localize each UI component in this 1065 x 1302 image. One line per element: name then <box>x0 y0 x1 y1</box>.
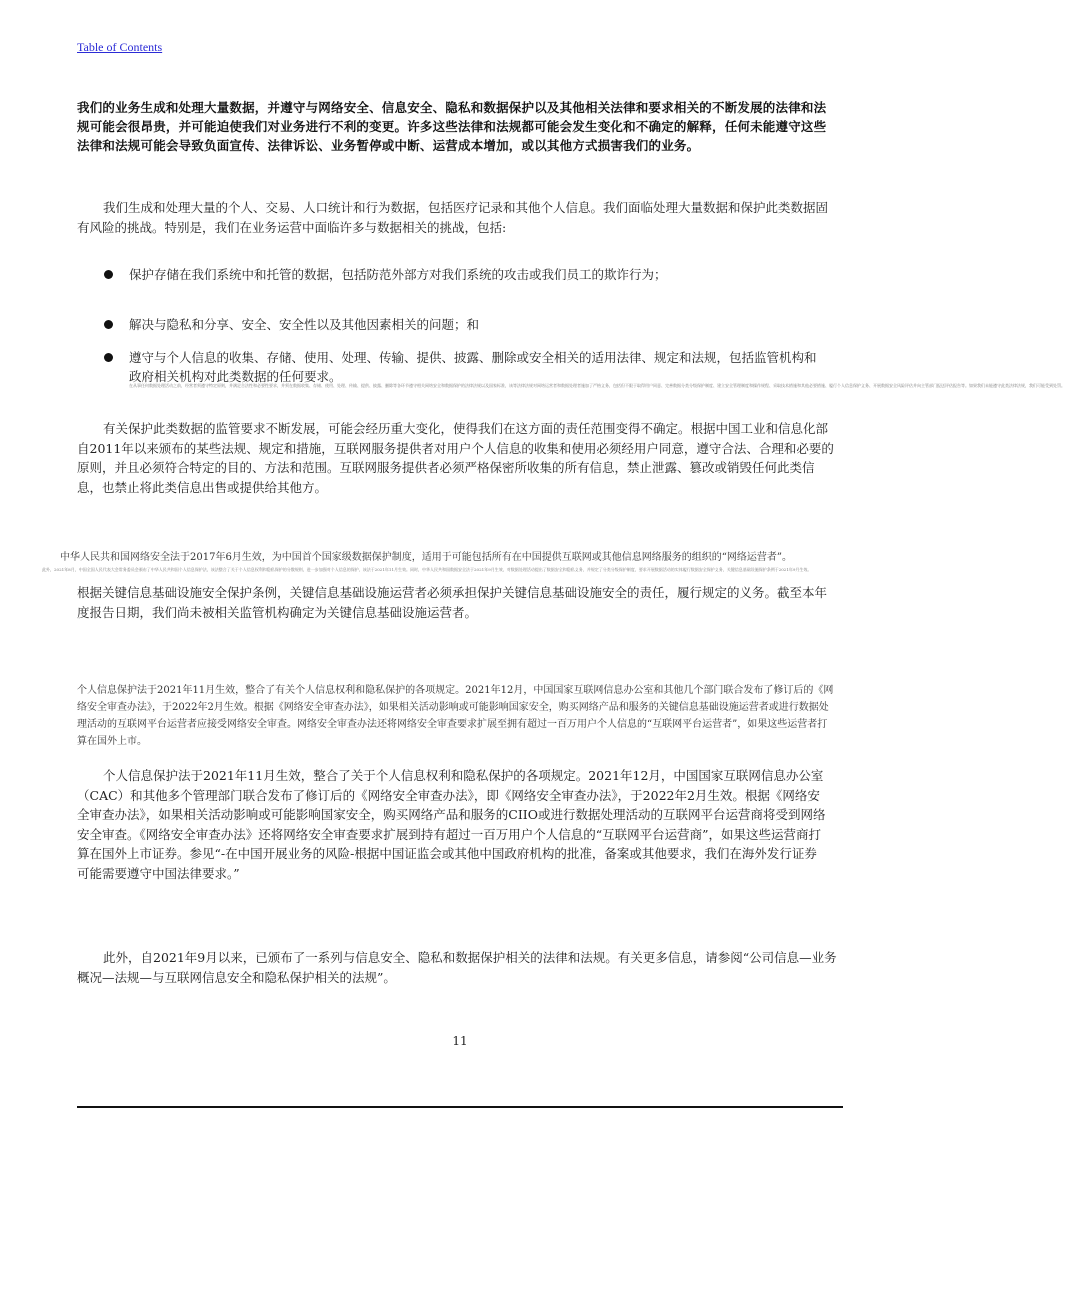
regulatory-paragraph: 有关保护此类数据的监管要求不断发展，可能会经历重大变化，使得我们在这方面的责任范围变得不确定。根据中国工业和信息化部自2011年以来颁布的某些法规、规定和措施，互联网服务提供者对用户个人信息的收集和使用必须经用户同意，遵守合法、合理和必要的原则，并且必须符合特定的目的、方法和范围。互联网服务提供者必须严格保密所收集的所有信息，禁止泄露、篡改或销毁任何此类信息，也禁止将此类信息出售或提供给其他方。 <box>77 421 834 495</box>
list-item <box>104 265 824 284</box>
pipl-summary-paragraph: 个人信息保护法于2021年11月生效，整合了有关个人信息权利和隐私保护的各项规定。2021年12月，中国国家互联网信息办公室和其他几个部门联合发布了修订后的《网络安全审查办法》，于2022年2月生效。根据《网络安全审查办法》，如果相关活动影响或可能影响国家安全，购买网络产品和服务的关键信息基础设施运营者或进行数据处理活动的互联网平台运营者应接受网络安全审查。网络安全审查办法还将网络安全审查要求扩展至拥有超过一百万用户个人信息的“互联网平台运营者”，如果这些运营者打算在国外上市。 <box>77 685 834 747</box>
intro-paragraph: 我们生成和处理大量的个人、交易、人口统计和行为数据，包括医疗记录和其他个人信息。我们面临处理大量数据和保护此类数据固有风险的挑战。特别是，我们在业务运营中面临许多与数据相关的挑战，包括: <box>77 200 829 235</box>
bullet-icon <box>104 270 113 279</box>
bullet-icon <box>104 353 113 362</box>
bullet-text: 解决与隐私和分享、安全、安全性以及其他因素相关的问题；和 <box>129 317 480 332</box>
footer-divider <box>77 1106 843 1108</box>
list-item <box>104 348 824 386</box>
cybersecurity-law-line: 中华人民共和国网络安全法于2017年6月生效，为中国首个国家级数据保护制度，适用于可能包括所有在中国提供互联网或其他信息网络服务的组织的“网络运营者”。 <box>60 552 793 563</box>
bullet-icon <box>104 320 113 329</box>
fine-print-line: 在从事任何数据处理活动之前，经营者须遵守特定原则，并满足合法性和必要性要求，并须在数据收集、存储、使用、处理、传输、提供、披露、删除等各环节遵守相关网络安全和数据保护的法律法规以及国家标准，该等法律法规对网络运营者和数据处理者施加了严格义务，包括但不限于取得用户同意、完善数据分类分级保护制度、建立安全管理制度和操作规程、采取技术措施和其他必要措施、履行个人信息保护义务、开展数据安全风险评估并向主管部门报送评估报告等。如果我们未能遵守此类法律法规，我们可能受到处罚。 <box>129 383 1065 388</box>
fine-print-line: 此外，2021年8月，中国全国人民代表大会常务委员会颁布了中华人民共和国个人信息保护法，该法整合了关于个人信息权利和隐私保护的分散规则，进一步加强对个人信息的保护，该法于2021年11月生效。同时，中华人民共和国数据安全法于2021年9月生效，对数据处理活动提出了数据安全和隐私义务，并规定了分类分级保护制度，要求开展数据活动的实体履行数据安全保护义务，关键信息基础设施保护条例于2021年9月生效。 <box>42 567 812 572</box>
additional-laws-paragraph: 此外，自2021年9月以来，已颁布了一系列与信息安全、隐私和数据保护相关的法律和法规。有关更多信息，请参阅“公司信息—业务概况—法规—与互联网信息安全和隐私保护相关的法规”。 <box>77 950 837 985</box>
table-of-contents-link[interactable]: Table of Contents <box>77 40 163 54</box>
risk-factor-heading: 我们的业务生成和处理大量数据，并遵守与网络安全、信息安全、隐私和数据保护以及其他相关法律和要求相关的不断发展的法律和法规可能会很昂贵，并可能迫使我们对业务进行不利的变更。许多这些法律和法规都可能会发生变化和不确定的解释，任何未能遵守这些法律和法规可能会导致负面宣传、法律诉讼、业务暂停或中断、运营成本增加，或以其他方式损害我们的业务。 <box>77 100 827 153</box>
bullet-text: 保护存储在我们系统中和托管的数据，包括防范外部方对我们系统的攻击或我们员工的欺诈行为； <box>129 267 667 282</box>
cii-paragraph: 根据关键信息基础设施安全保护条例，关键信息基础设施运营者必须承担保护关键信息基础设施安全的责任，履行规定的义务。截至本年度报告日期，我们尚未被相关监管机构确定为关键信息基础设施运营者。 <box>77 585 828 620</box>
list-item <box>104 315 824 334</box>
bullet-text: 遵守与个人信息的收集、存储、使用、处理、传输、提供、披露、删除或安全相关的适用法律、规定和法规，包括监管机构和政府相关机构对此类数据的任何要求。 <box>129 350 817 384</box>
page-number: 11 <box>452 1034 468 1048</box>
pipl-paragraph: 个人信息保护法于2021年11月生效，整合了关于个人信息权利和隐私保护的各项规定。2021年12月，中国国家互联网信息办公室（CAC）和其他多个管理部门联合发布了修订后的《网络安全审查办法》，即《网络安全审查办法》，于2022年2月生效。根据《网络安全审查办法》，如果相关活动影响或可能影响国家安全，购买网络产品和服务的CIIO或进行数据处理活动的互联网平台运营商将受到网络安全审查。《网络安全审查办法》还将网络安全审查要求扩展到持有超过一百万用户个人信息的“互联网平台运营商”，如果这些运营商打算在国外上市证券。参见“-在中国开展业务的风险-根据中国证监会或其他中国政府机构的批准，备案或其他要求，我们在海外发行证券可能需要遵守中国法律要求。” <box>77 768 826 881</box>
